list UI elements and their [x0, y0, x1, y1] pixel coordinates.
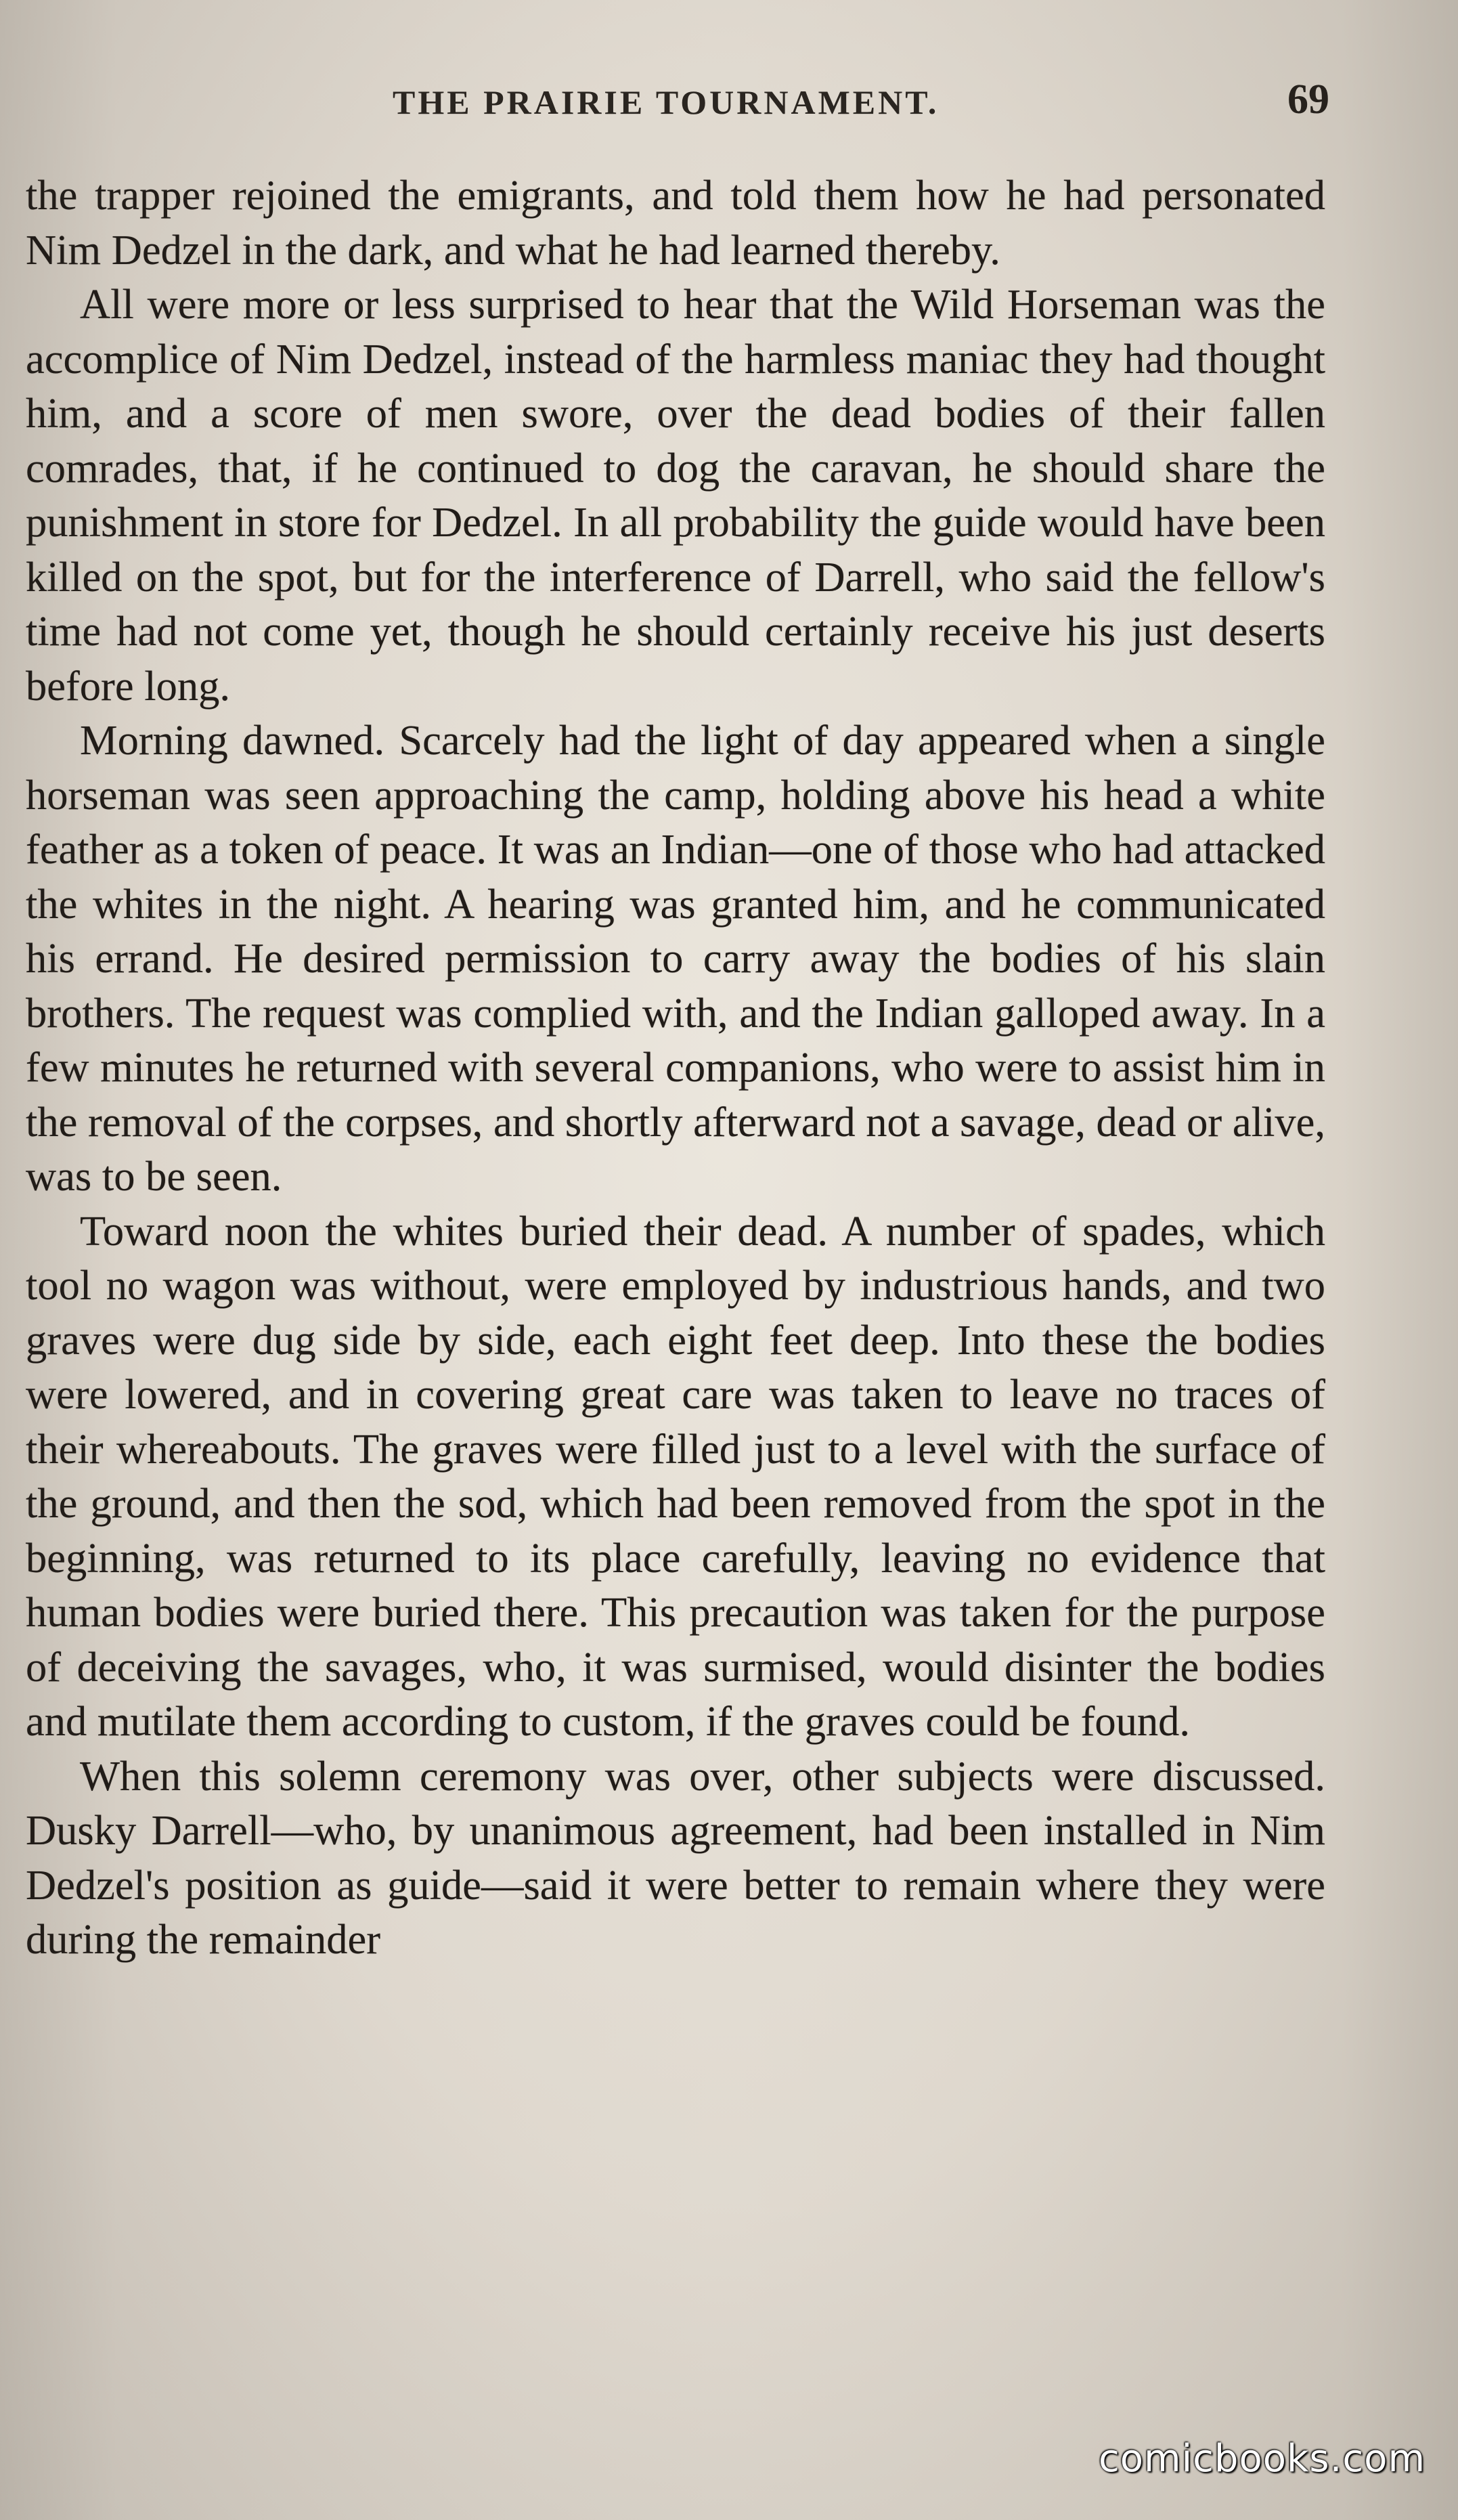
paragraph-3: Morning dawned. Scarcely had the light of day appeared when a single horseman was seen approaching the camp, holding above his head a white feather as a token of peace. It was an Indian—one of those who had attacked the whites in the night. A hearing was granted him, and he communicated his errand. He desired permission to carry away the bodies of his slain brothers. The request was complied with, and the Indian galloped away. In a few minutes he returned with several companions, who were to assist him in the removal of the corpses, and shortly afterward not a savage, dead or alive, was to be seen.	[26, 716, 1325, 1200]
running-title: THE PRAIRIE TOURNAMENT.	[393, 83, 940, 121]
paragraph-2: All were more or less surprised to hear that the Wild Horseman was the accomplice of Nim Dedzel, instead of the harmless maniac they had thought him, and a score of men swore, over the dead bodies of their fallen comrades, that, if he continued to dog the caravan, he should share the punishment in store for Dedzel. In all probability the guide would have been killed on the spot, but for the interference of Darrell, who said the fellow's time had not come yet, though he should certainly receive his just deserts before long.	[26, 280, 1325, 710]
page-number: 69	[1287, 77, 1329, 123]
site-watermark: comicbooks.com	[1098, 2437, 1426, 2481]
paragraph-5: When this solemn ceremony was over, other subjects were discussed. Dusky Darrell—who, by unanimous agreement, had been installed in Nim Dedzel's position as guide—said it were better to remain where they were during the remainder	[26, 1752, 1325, 1963]
paragraph-1: the trapper rejoined the emigrants, and told them how he had personated Nim Dedzel in the dark, and what he had learned thereby.	[26, 171, 1325, 274]
page-header	[0, 76, 1458, 137]
paragraph-4: Toward noon the whites buried their dead. A number of spades, which tool no wagon was without, were employed by industrious hands, and two graves were dug side by side, each eight feet deep. Into these the bodies were lowered, and in covering great care was taken to leave no traces of their whereabouts. The graves were filled just to a level with the surface of the ground, and then the sod, which had been removed from the spot in the beginning, was returned to its place carefully, leaving no evidence that human bodies were buried there. This precaution was taken for the purpose of deceiving the savages, who, it was surmised, would disinter the bodies and mutilate them according to custom, if the graves could be found.	[26, 1207, 1325, 1745]
body-text	[26, 168, 1325, 1967]
